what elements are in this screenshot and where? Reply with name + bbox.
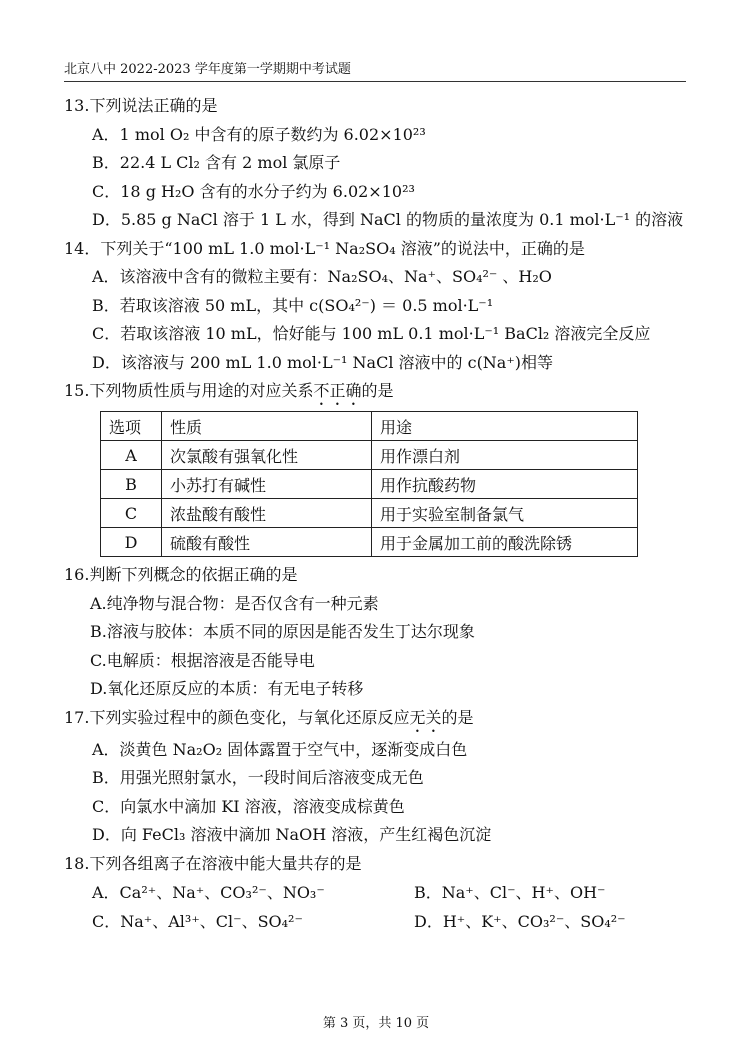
- table-row: [101, 528, 638, 557]
- q17-stem: [64, 704, 694, 736]
- q15-stem-emphasis: 不正确: [313, 381, 362, 400]
- q17-stem-post: 的是: [441, 707, 474, 727]
- table-row: [101, 499, 638, 528]
- q18-row-2: [64, 907, 694, 936]
- table-cell: D: [101, 528, 162, 557]
- q15-stem: [64, 377, 694, 409]
- q16-option-b: B.溶液与胶体：本质不同的原因是能否发生丁达尔现象: [90, 622, 475, 641]
- table-header-cell: 性质: [162, 412, 372, 441]
- q18-option-b: B．Na⁺、Cl⁻、H⁺、OH⁻: [414, 883, 606, 902]
- q13-option-c: C．18 g H₂O 含有的水分子约为 6.02×10²³: [92, 181, 415, 201]
- q15-stem-post: 的是: [361, 381, 394, 400]
- q18-option-d: D．H⁺、K⁺、CO₃²⁻、SO₄²⁻: [414, 912, 626, 931]
- table-header-cell: 用途: [372, 412, 638, 441]
- q14-option-d: D．该溶液与 200 mL 1.0 mol·L⁻¹ NaCl 溶液中的 c(Na⁺)相等: [92, 352, 554, 372]
- q15-stem-pre: 15.下列物质性质与用途的对应关系: [64, 381, 314, 400]
- q14-option-c: C．若取该溶液 10 mL，恰好能与 100 mL 0.1 mol·L⁻¹ BaCl₂ 溶液完全反应: [92, 324, 651, 343]
- q13-option-d: D．5.85 g NaCl 溶于 1 L 水，得到 NaCl 的物质的量浓度为 0.1 mol·L⁻¹ 的溶液: [92, 210, 684, 229]
- q16-option-d: D.氧化还原反应的本质：有无电子转移: [90, 679, 364, 698]
- q15-table: [100, 411, 638, 557]
- table-cell: C: [101, 499, 162, 528]
- q13-stem: 13.下列说法正确的是: [64, 96, 218, 115]
- q13-option-a: A．1 mol O₂ 中含有的原子数约为 6.02×10²³: [92, 124, 426, 144]
- q18-stem: 18.下列各组离子在溶液中能大量共存的是: [64, 853, 362, 873]
- table-cell: 小苏打有碱性: [162, 470, 372, 499]
- q17-option-c: C．向氯水中滴加 KI 溶液，溶液变成棕黄色: [92, 796, 405, 816]
- q18-option-a: A．Ca²⁺、Na⁺、CO₃²⁻、NO₃⁻: [92, 883, 325, 902]
- q17-option-b: B．用强光照射氯水，一段时间后溶液变成无色: [92, 768, 424, 787]
- q17-stem-emphasis: 无关: [409, 707, 442, 727]
- q17-stem-pre: 17.下列实验过程中的颜色变化，与氧化还原反应: [64, 707, 410, 727]
- q16-option-a: A.纯净物与混合物：是否仅含有一种元素: [90, 593, 379, 613]
- page-header: 北京八中 2022-2023 学年度第一学期期中考试题: [64, 58, 686, 82]
- table-cell: 用于实验室制备氯气: [372, 499, 638, 528]
- table-row: [101, 441, 638, 470]
- q16-stem: 16.判断下列概念的依据正确的是: [64, 565, 298, 584]
- table-cell: 硫酸有酸性: [162, 528, 372, 557]
- q13-option-b: B．22.4 L Cl₂ 含有 2 mol 氯原子: [92, 153, 341, 172]
- q17-option-d: D．向 FeCl₃ 溶液中滴加 NaOH 溶液，产生红褐色沉淀: [92, 825, 492, 844]
- q14-option-a: A．该溶液中含有的微粒主要有：Na₂SO₄、Na⁺、SO₄²⁻ 、H₂O: [92, 267, 552, 286]
- q17-option-a: A．淡黄色 Na₂O₂ 固体露置于空气中，逐渐变成白色: [92, 739, 468, 759]
- table-cell: 浓盐酸有酸性: [162, 499, 372, 528]
- table-cell: 用作漂白剂: [372, 441, 638, 470]
- table-header-row: [101, 412, 638, 441]
- table-cell: B: [101, 470, 162, 499]
- q14-option-b: B．若取该溶液 50 mL，其中 c(SO₄²⁻) ＝ 0.5 mol·L⁻¹: [92, 295, 494, 315]
- q18-row-1: [64, 878, 694, 907]
- q14-stem: 14．下列关于“100 mL 1.0 mol·L⁻¹ Na₂SO₄ 溶液”的说法中，正确的是: [64, 238, 585, 258]
- table-cell: 用作抗酸药物: [372, 470, 638, 499]
- q16-option-c: C.电解质：根据溶液是否能导电: [90, 650, 315, 670]
- table-row: [101, 470, 638, 499]
- page-content: [64, 92, 694, 936]
- page-footer: 第 3 页，共 10 页: [322, 1016, 430, 1031]
- q18-option-c: C．Na⁺、Al³⁺、Cl⁻、SO₄²⁻: [92, 912, 303, 931]
- table-cell: 次氯酸有强氧化性: [162, 441, 372, 470]
- table-cell: A: [101, 441, 162, 470]
- table-cell: 用于金属加工前的酸洗除锈: [372, 528, 638, 557]
- table-header-cell: 选项: [101, 412, 162, 441]
